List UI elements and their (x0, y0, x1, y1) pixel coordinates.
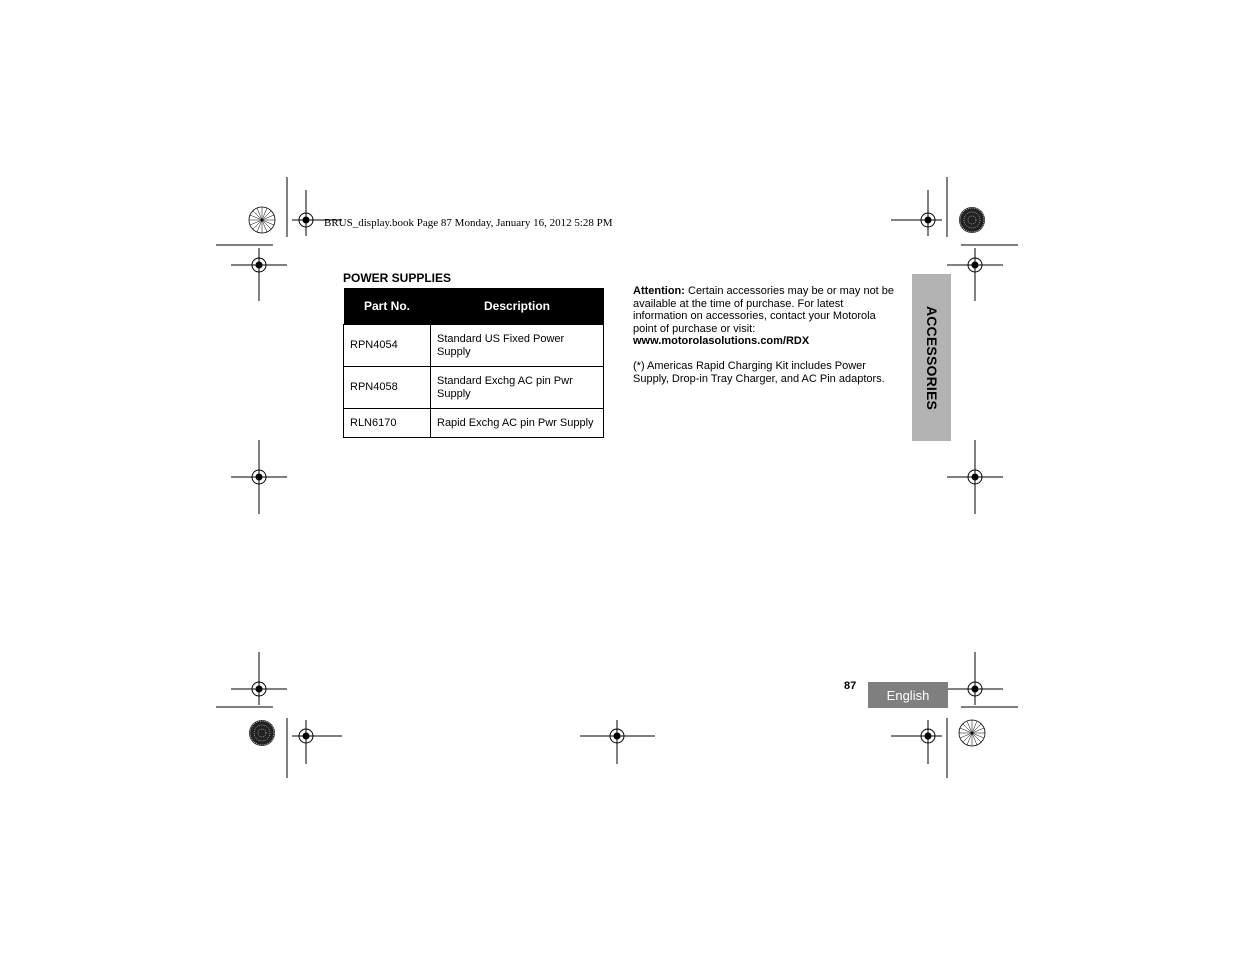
footnote-text: (*) Americas Rapid Charging Kit includes Power Supply, Drop-in Tray Charger, and AC Pin adaptors. (633, 360, 885, 385)
part-number-cell: RLN6170 (344, 409, 431, 438)
chapter-side-tab-label: ACCESSORIES (923, 305, 940, 410)
description-cell: Standard Exchg AC pin Pwr Supply (431, 367, 604, 409)
language-tab: English (868, 682, 948, 708)
chapter-side-tab (912, 274, 951, 441)
attention-label: Attention: (633, 285, 685, 297)
description-cell: Rapid Exchg AC pin Pwr Supply (431, 409, 604, 438)
column-header-part-no: Part No. (344, 288, 431, 325)
part-number-cell: RPN4058 (344, 367, 431, 409)
part-number-cell: RPN4054 (344, 325, 431, 367)
attention-note (633, 285, 895, 385)
book-header-line: BRUS_display.book Page 87 Monday, January 16, 2012 5:28 PM (324, 217, 613, 229)
table-row (344, 325, 604, 367)
accessories-url-link[interactable]: www.motorolasolutions.com/RDX (633, 335, 810, 347)
table-row (344, 367, 604, 409)
table-row (344, 409, 604, 438)
column-header-description: Description (431, 288, 604, 325)
page-number: 87 (844, 680, 857, 692)
description-cell: Standard US Fixed Power Supply (431, 325, 604, 367)
section-title: POWER SUPPLIES (343, 271, 452, 285)
attention-text: Certain accessories may be or may not be available at the time of purchase. For latest information on accessories, contact your Motorola point of purchase or visit: (633, 285, 895, 335)
attention-paragraph (633, 285, 895, 335)
table-header-row (344, 288, 604, 325)
power-supplies-table (343, 288, 604, 438)
